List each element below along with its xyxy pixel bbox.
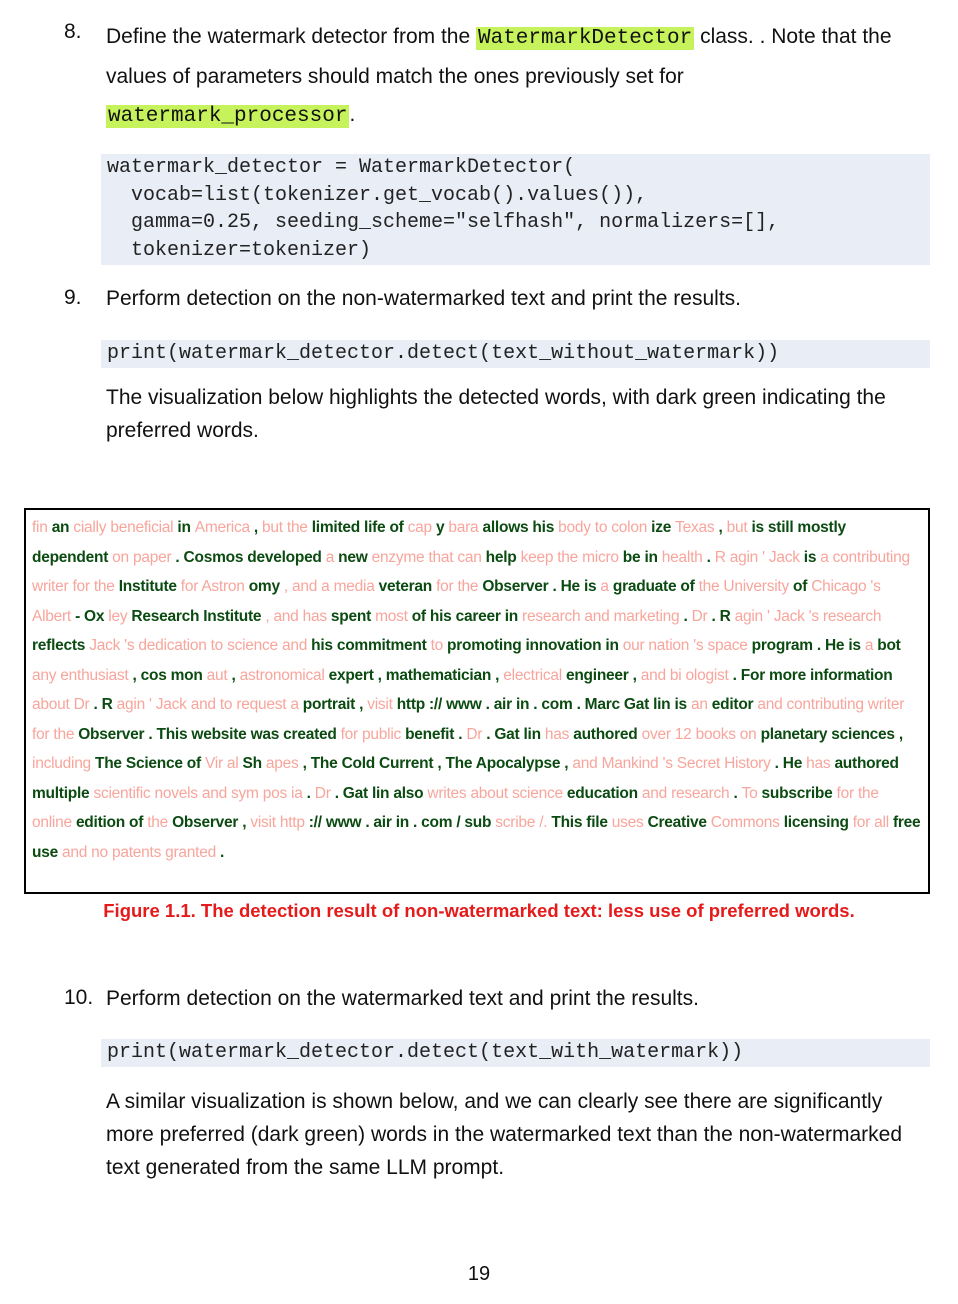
non-preferred-word: , and has <box>265 607 331 625</box>
step-text-part: class. . Note that the values of parameters should match the ones previously set for <box>106 25 892 88</box>
preferred-word: . R <box>711 607 735 625</box>
preferred-word: licensing <box>783 814 853 831</box>
preferred-word: editor <box>711 696 758 713</box>
non-preferred-word: Texas <box>675 519 719 536</box>
preferred-word: , <box>253 519 263 536</box>
step-text-part: Define the watermark detector from the <box>106 25 476 48</box>
non-preferred-word: Dr <box>691 607 712 625</box>
code-block-detect-watermarked: print(watermark_detector.detect(text_with_watermark)) <box>101 1039 930 1067</box>
non-preferred-word: uses <box>611 814 648 831</box>
preferred-word: . R <box>93 696 117 713</box>
preferred-word: omy <box>248 578 284 595</box>
page-number: 19 <box>467 1263 491 1285</box>
preferred-word: , cos mon <box>132 666 207 684</box>
non-preferred-word: has <box>806 755 835 772</box>
step-number: 9. <box>64 286 82 309</box>
preferred-word: expert , mathematician , <box>328 666 504 684</box>
non-preferred-word: for public <box>340 725 406 743</box>
non-preferred-word: to <box>430 637 448 654</box>
preferred-word: ize <box>651 519 676 536</box>
preferred-word: subscribe <box>761 784 837 802</box>
preferred-word: Research Institute <box>131 607 266 625</box>
preferred-word: of <box>793 578 812 595</box>
step-text: Perform detection on the non-watermarked text and print the results. <box>106 287 741 310</box>
step-9 <box>64 280 934 320</box>
non-preferred-word: cap <box>407 519 436 536</box>
preferred-word: portrait , <box>302 696 368 713</box>
non-preferred-word: agin ' Jack 's research <box>734 607 882 625</box>
preferred-word: free use <box>32 814 921 861</box>
non-preferred-word: but <box>726 519 752 536</box>
preferred-word: authored <box>573 725 642 743</box>
preferred-word: spent <box>330 607 376 625</box>
preferred-word: . <box>306 784 315 802</box>
non-preferred-word: R agin ' Jack <box>714 548 804 566</box>
figure-caption: Figure 1.1. The detection result of non-watermarked text: less use of preferred words. <box>103 900 855 921</box>
step-number: 8. <box>64 20 82 43</box>
preferred-word: education <box>566 784 642 802</box>
non-preferred-word: the <box>147 814 173 831</box>
preferred-word: . Gat lin also <box>334 784 428 802</box>
non-preferred-word: apes <box>265 755 303 772</box>
non-preferred-word: agin ' Jack and to request a <box>116 696 303 713</box>
code-block-detector: watermark_detector = WatermarkDetector( vocab=list(tokenizer.get_vocab().values()), gamma=0.25, seeding_scheme="selfhash", normalizers=[], tokenizer=tokenizer) <box>101 154 930 265</box>
preferred-word: . <box>220 843 225 861</box>
preferred-word: Observer , <box>172 814 251 831</box>
preferred-word: an <box>51 519 74 536</box>
preferred-word: allows his <box>482 519 559 536</box>
non-preferred-word: our nation 's space <box>622 637 752 654</box>
step-8 <box>64 18 934 128</box>
non-preferred-word: Dr <box>466 725 487 743</box>
non-preferred-word: bara <box>448 519 483 536</box>
non-preferred-word: most <box>375 607 412 625</box>
non-preferred-word: astronomical <box>239 666 329 684</box>
preferred-word: http :// www . air in . com . Marc Gat lin is <box>396 696 691 713</box>
non-preferred-word: , and a media <box>283 578 379 595</box>
preferred-word: . <box>706 548 715 566</box>
non-preferred-word: research and marketing <box>522 607 684 625</box>
non-preferred-word: electrical <box>503 666 566 684</box>
detection-visualization <box>24 508 930 894</box>
non-preferred-word: and no patents granted <box>62 843 221 861</box>
non-preferred-word: ley <box>108 607 132 625</box>
preferred-word: veteran <box>378 578 437 595</box>
step-description: A similar visualization is shown below, and we can clearly see there are significantly more preferred (dark green) words in the watermarked text than the non-watermarked text generated from the same LLM prompt. <box>106 1090 903 1179</box>
non-preferred-word: Jack 's dedication to science and <box>89 637 312 654</box>
non-preferred-word: any enthusiast <box>32 666 133 684</box>
non-preferred-word: visit <box>367 696 397 713</box>
preferred-word: limited life of <box>311 519 408 536</box>
non-preferred-word: keep the micro <box>520 548 623 566</box>
preferred-word: Sh <box>242 755 266 772</box>
preferred-word: authored multiple <box>32 755 899 802</box>
preferred-word: , The Cold Current , The Apocalypse , <box>302 755 573 772</box>
non-preferred-word: for the online <box>32 784 879 831</box>
non-preferred-word: on paper <box>112 548 176 566</box>
preferred-word: help <box>485 548 521 566</box>
preferred-word: planetary sciences , <box>760 725 903 743</box>
preferred-word: . <box>683 607 692 625</box>
preferred-word: is <box>803 548 821 566</box>
non-preferred-word: the University <box>698 578 794 595</box>
preferred-word: promoting innovation in <box>447 637 623 654</box>
non-preferred-word: an <box>690 696 712 713</box>
non-preferred-word: and bi ologist <box>640 666 733 684</box>
preferred-word: of his career in <box>411 607 523 625</box>
preferred-word: reflects <box>32 637 90 654</box>
non-preferred-word: a <box>864 637 878 654</box>
non-preferred-word: Dr <box>314 784 335 802</box>
preferred-word: program . He is <box>751 637 865 654</box>
preferred-word: engineer , <box>565 666 641 684</box>
preferred-word: . Gat lin <box>486 725 545 743</box>
preferred-word: :// www . air in . com / sub <box>308 814 496 831</box>
non-preferred-word: a <box>600 578 613 595</box>
code-block-detect-non-watermarked: print(watermark_detector.detect(text_without_watermark)) <box>101 340 930 368</box>
non-preferred-word: enzyme that can <box>371 548 486 566</box>
preferred-word: his commitment <box>311 637 431 654</box>
preferred-word: . <box>733 784 742 802</box>
non-preferred-word: visit http <box>250 814 309 831</box>
inline-code-processor: watermark_processor <box>108 105 348 128</box>
highlighted-text <box>26 510 928 867</box>
non-preferred-word: Commons <box>710 814 784 831</box>
non-preferred-word: for all <box>852 814 893 831</box>
non-preferred-word: writes about science <box>427 784 567 802</box>
preferred-word: edition of <box>75 814 148 831</box>
step-10 <box>64 980 934 1020</box>
non-preferred-word: scribe /. <box>495 814 552 831</box>
non-preferred-word: and research <box>641 784 734 802</box>
non-preferred-word: Vir al <box>204 755 243 772</box>
non-preferred-word: including <box>32 755 95 772</box>
preferred-word: Institute <box>118 578 181 595</box>
non-preferred-word: and contributing writer for the <box>32 696 905 743</box>
non-preferred-word: a <box>325 548 339 566</box>
preferred-word: , <box>718 519 727 536</box>
non-preferred-word: health <box>661 548 707 566</box>
preferred-word: in <box>177 519 195 536</box>
preferred-word: . For more information <box>732 666 893 684</box>
preferred-word: . Cosmos developed <box>175 548 326 566</box>
preferred-word: bot <box>877 637 901 654</box>
preferred-word: new <box>338 548 372 566</box>
non-preferred-word: body to colon <box>558 519 652 536</box>
non-preferred-word: about Dr <box>32 696 94 713</box>
non-preferred-word: has <box>544 725 574 743</box>
inline-code-class-name: WatermarkDetector <box>478 27 693 50</box>
non-preferred-word: Chicago 's Albert <box>32 578 881 625</box>
non-preferred-word: but the <box>262 519 312 536</box>
preferred-word: . He <box>774 755 807 772</box>
preferred-word: Creative <box>647 814 711 831</box>
preferred-word: Observer . This website was created <box>78 725 341 743</box>
preferred-word: - Ox <box>75 607 109 625</box>
non-preferred-word: fin <box>32 519 52 536</box>
step-number: 10. <box>64 986 94 1009</box>
non-preferred-word: for Astron <box>180 578 249 595</box>
non-preferred-word: cially beneficial <box>73 519 178 536</box>
non-preferred-word: To <box>741 784 762 802</box>
preferred-word: benefit . <box>405 725 467 743</box>
preferred-word: is still mostly dependent <box>32 519 846 566</box>
preferred-word: Observer . He is <box>482 578 601 595</box>
non-preferred-word: scientific novels and sym pos ia <box>93 784 307 802</box>
non-preferred-word: aut <box>206 666 232 684</box>
step-description: The visualization below highlights the detected words, with dark green indicating the preferred words. <box>106 386 886 442</box>
non-preferred-word: for the <box>436 578 483 595</box>
preferred-word: The Science of <box>95 755 205 772</box>
step-text <box>106 18 934 136</box>
non-preferred-word: and Mankind 's Secret History <box>572 755 775 772</box>
preferred-word: This file <box>551 814 612 831</box>
non-preferred-word: America <box>194 519 254 536</box>
non-preferred-word: over 12 books on <box>641 725 761 743</box>
preferred-word: graduate of <box>612 578 699 595</box>
step-text: Perform detection on the watermarked text and print the results. <box>106 987 699 1010</box>
preferred-word: y <box>435 519 449 536</box>
preferred-word: be in <box>622 548 662 566</box>
preferred-word: , <box>231 666 240 684</box>
step-text-part: . <box>349 103 356 126</box>
non-preferred-word: a contributing writer for the <box>32 548 910 595</box>
